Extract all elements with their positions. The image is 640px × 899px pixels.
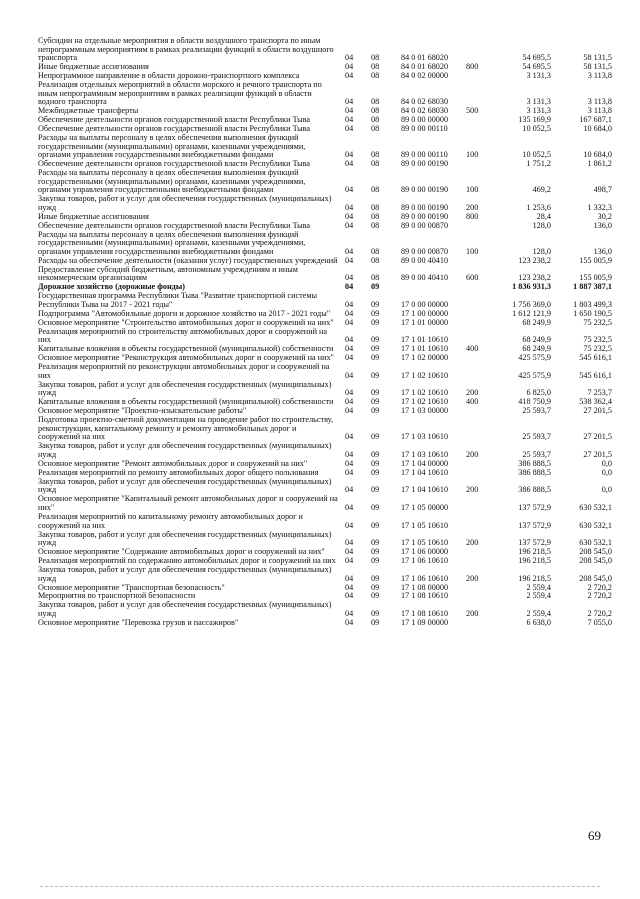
table-row [0,134,640,160]
row-subsection-code: 08 [371,53,380,63]
row-amount-year-1: 123 238,2 [518,273,551,283]
row-description: Дорожное хозяйство (дорожные фонды) [38,282,185,292]
row-target-article-code: 89 0 00 40410 [401,273,449,283]
row-description: Закупка товаров, работ и услуг для обеспечения государственных (муниципальных) нужд [38,600,332,618]
table-row [0,81,640,107]
row-amount-year-1: 137 572,9 [518,538,551,548]
row-amount-year-1: 1 612 121,9 [512,308,551,318]
row-target-article-code: 84 0 01 68020 [401,53,449,63]
row-subsection-code: 09 [371,308,380,318]
row-subsection-code: 09 [371,449,380,459]
table-row [0,566,640,583]
page-number: 69 [588,828,601,843]
row-amount-year-1: 137 572,9 [518,502,551,512]
row-target-article-code: 17 1 05 10610 [401,520,449,530]
row-amount-year-2: 58 131,5 [583,62,612,72]
row-description: Основное мероприятие "Транспортная безопасность" [38,582,225,592]
row-amount-year-2: 30,2 [597,211,612,221]
row-section-code: 04 [345,406,354,416]
row-amount-year-2: 208 545,0 [579,556,612,565]
row-amount-year-2: 10 684,0 [583,150,612,160]
table-row [0,266,640,283]
row-description: Обеспечение деятельности органов государственной власти Республики Тыва [38,115,311,125]
row-amount-year-2: 75 232,5 [583,344,612,354]
row-expense-type-code: 200 [466,202,479,212]
row-amount-year-1: 1 836 931,3 [512,282,551,292]
table-row [0,328,640,345]
row-section-code: 04 [345,220,354,230]
row-subsection-code: 09 [371,582,380,592]
row-description: Основное мероприятие "Строительство автомобильных дорог и сооружений на них" [38,317,334,327]
row-description: Расходы на обеспечение деятельности (оказания услуг) государственных учреждений [38,255,338,265]
row-subsection-code: 08 [371,159,380,169]
row-expense-type-code: 400 [466,397,479,407]
row-subsection-code: 09 [371,353,380,363]
row-amount-year-2: 1 803 499,3 [573,299,612,309]
row-target-article-code: 17 1 06 10610 [401,556,449,565]
row-section-code: 04 [345,353,354,363]
row-subsection-code: 09 [371,467,380,477]
row-description: Мероприятия по транспортной безопасности [38,591,196,601]
row-amount-year-1: 425 575,9 [518,353,551,363]
row-amount-year-1: 54 695,5 [522,62,551,72]
row-target-article-code: 17 1 08 00000 [401,582,449,592]
row-section-code: 04 [345,388,354,398]
row-description: Расходы на выплаты персоналу в целях обеспечения выполнения функций государственными (муниципальными) органами, казенными учреждениями, органами управления государственными внебюджетными фондами [38,229,306,256]
page-bottom-rule [40,886,600,887]
row-section-code: 04 [345,202,354,212]
row-description: Государственная программа Республики Тыва "Развитие транспортной системы Республики Тыва на 2017 - 2021 годы" [38,291,318,309]
row-subsection-code: 09 [371,547,380,557]
row-section-code: 04 [345,582,354,592]
row-target-article-code: 17 1 02 00000 [401,353,449,363]
row-amount-year-1: 469,2 [532,185,551,195]
row-section-code: 04 [345,185,354,195]
row-section-code: 04 [345,556,354,565]
row-subsection-code: 09 [371,282,380,292]
row-target-article-code: 17 1 03 10610 [401,432,449,442]
row-subsection-code: 08 [371,255,380,265]
row-amount-year-2: 155 005,9 [579,273,612,283]
row-target-article-code: 17 1 02 10610 [401,388,449,398]
row-description: Закупка товаров, работ и услуг для обеспечения государственных (муниципальных) нужд [38,379,332,398]
row-amount-year-1: 128,0 [532,220,551,230]
row-description: Закупка товаров, работ и услуг для обеспечения государственных (муниципальных) нужд [38,441,332,459]
row-amount-year-2: 3 113,8 [587,97,612,107]
row-subsection-code: 09 [371,485,380,495]
row-description: Расходы на выплаты персоналу в целях обеспечения выполнения функций государственными (муниципальными) органами, казенными учреждениями, органами управления государственными внебюджетными фондами [38,133,306,160]
row-expense-type-code: 200 [466,573,479,583]
row-amount-year-2: 27 201,5 [583,449,612,459]
row-amount-year-2: 1 650 190,5 [573,308,612,318]
row-target-article-code: 84 0 02 68030 [401,106,449,116]
row-section-code: 04 [345,335,354,345]
row-amount-year-1: 10 052,5 [522,124,551,134]
row-subsection-code: 09 [371,397,380,407]
row-amount-year-1: 128,0 [532,246,551,256]
row-target-article-code: 17 0 00 00000 [401,299,449,309]
row-description: Капитальные вложения в объекты государственной (муниципальной) собственности [38,397,334,407]
row-section-code: 04 [345,150,354,160]
row-amount-year-2: 630 532,1 [579,538,612,548]
row-target-article-code: 17 1 08 10610 [401,608,449,618]
table-row [0,495,640,512]
row-amount-year-2: 2 720,2 [587,582,612,592]
row-amount-year-1: 3 131,3 [526,106,551,116]
row-subsection-code: 08 [371,246,380,256]
row-description: Основное мероприятие "Перевозка грузов и пассажиров" [38,617,239,627]
row-amount-year-1: 54 695,5 [522,53,551,63]
row-amount-year-1: 25 593,7 [522,432,551,442]
row-section-code: 04 [345,159,354,169]
row-target-article-code: 17 1 04 10610 [401,485,449,495]
table-row [0,442,640,459]
row-description: Предоставление субсидий бюджетным, автономным учреждениям и иным некоммерческим организациям [38,264,298,283]
row-subsection-code: 09 [371,520,380,530]
row-amount-year-2: 7 055,0 [587,617,612,627]
row-amount-year-1: 68 249,9 [522,335,551,345]
row-description: Основное мероприятие "Проектно-изыскательские работы" [38,406,247,416]
row-subsection-code: 08 [371,273,380,283]
row-amount-year-2: 75 232,5 [583,317,612,327]
row-section-code: 04 [345,485,354,495]
row-amount-year-2: 2 720,2 [587,608,612,618]
row-amount-year-2: 2 720,2 [587,591,612,601]
row-amount-year-1: 196 218,5 [518,547,551,557]
row-target-article-code: 84 0 02 00000 [401,71,449,81]
row-section-code: 04 [345,282,354,292]
row-amount-year-2: 155 005,9 [579,255,612,265]
row-target-article-code: 89 0 00 00190 [401,185,449,195]
row-amount-year-1: 1 751,2 [526,159,551,169]
row-expense-type-code: 400 [466,344,479,354]
table-row [0,231,640,257]
table-row [0,478,640,495]
row-section-code: 04 [345,344,354,354]
row-expense-type-code: 100 [466,185,479,195]
row-section-code: 04 [345,502,354,512]
row-description: Реализация мероприятий по строительству автомобильных дорог и сооружений на них [38,326,328,345]
row-description: Реализация мероприятий по ремонту автомобильных дорог общего пользования [38,467,319,477]
row-amount-year-1: 123 238,2 [518,255,551,265]
row-amount-year-1: 6 825,0 [526,388,551,398]
row-amount-year-1: 68 249,9 [522,317,551,327]
row-description: Обеспечение деятельности органов государственной власти Республики Тыва [38,124,311,134]
row-expense-type-code: 200 [466,485,479,495]
row-description: Реализация мероприятий по содержанию автомобильных дорог и сооружений на них [38,556,336,565]
row-section-code: 04 [345,62,354,72]
row-amount-year-1: 386 888,5 [518,485,551,495]
row-section-code: 04 [345,397,354,407]
row-expense-type-code: 100 [466,246,479,256]
row-amount-year-2: 1 887 387,1 [573,282,612,292]
row-amount-year-2: 27 201,5 [583,432,612,442]
row-subsection-code: 09 [371,406,380,416]
row-amount-year-2: 10 684,0 [583,124,612,134]
row-amount-year-1: 3 131,3 [526,71,551,81]
row-description: Непрограммное направление в области дорожно-транспортного комплекса [38,71,300,81]
row-target-article-code: 17 1 03 10610 [401,449,449,459]
row-subsection-code: 08 [371,202,380,212]
row-expense-type-code: 800 [466,62,479,72]
row-expense-type-code: 200 [466,388,479,398]
row-target-article-code: 17 1 02 10610 [401,370,449,380]
table-row [0,195,640,212]
row-amount-year-1: 196 218,5 [518,556,551,565]
row-section-code: 04 [345,520,354,530]
row-subsection-code: 08 [371,124,380,134]
row-amount-year-1: 10 052,5 [522,150,551,160]
row-subsection-code: 09 [371,458,380,468]
row-target-article-code: 84 0 01 68020 [401,62,449,72]
row-subsection-code: 09 [371,573,380,583]
row-target-article-code: 89 0 00 00870 [401,220,449,230]
row-amount-year-1: 386 888,5 [518,458,551,468]
row-expense-type-code: 200 [466,608,479,618]
row-subsection-code: 08 [371,185,380,195]
table-row [0,416,640,442]
row-expense-type-code: 100 [466,150,479,160]
row-description: Субсидии на отдельные мероприятия в области воздушного транспорта по иным непрограммным мероприятиям в рамках реализации функций в области воздушного транспорта [38,36,334,63]
row-target-article-code: 17 1 05 10610 [401,538,449,548]
row-description: Реализация мероприятий по капитальному ремонту автомобильных дорог и сооружений на них [38,511,303,530]
row-amount-year-2: 545 616,1 [579,370,612,380]
row-expense-type-code: 200 [466,449,479,459]
row-amount-year-2: 498,7 [593,185,612,195]
row-description: Иные бюджетные ассигнования [38,211,149,221]
row-description: Основное мероприятие "Капитальный ремонт автомобильных дорог и сооружений на них" [38,494,338,512]
row-amount-year-2: 538 362,4 [579,397,612,407]
row-section-code: 04 [345,97,354,107]
row-amount-year-2: 630 532,1 [579,502,612,512]
row-section-code: 04 [345,432,354,442]
row-section-code: 04 [345,124,354,134]
row-section-code: 04 [345,458,354,468]
row-section-code: 04 [345,71,354,81]
row-amount-year-2: 545 616,1 [579,353,612,363]
row-amount-year-2: 630 532,1 [579,520,612,530]
row-amount-year-1: 68 249,9 [522,344,551,354]
row-section-code: 04 [345,273,354,283]
row-section-code: 04 [345,106,354,116]
row-amount-year-2: 58 131,5 [583,53,612,63]
row-amount-year-1: 418 750,9 [518,397,551,407]
row-section-code: 04 [345,317,354,327]
table-row [0,37,640,63]
row-amount-year-1: 6 638,0 [526,617,551,627]
row-amount-year-2: 0,0 [601,467,612,477]
row-description: Обеспечение деятельности органов государственной власти Республики Тыва [38,220,311,230]
table-row [0,619,640,628]
row-section-code: 04 [345,547,354,557]
row-amount-year-2: 75 232,5 [583,335,612,345]
row-section-code: 04 [345,538,354,548]
row-section-code: 04 [345,370,354,380]
row-description: Основное мероприятие "Ремонт автомобильных дорог и сооружений на них" [38,458,308,468]
row-subsection-code: 09 [371,617,380,627]
row-description: Закупка товаров, работ и услуг для обеспечения государственных (муниципальных) нужд [38,564,332,583]
row-description: Расходы на выплаты персоналу в целях обеспечения выполнения функций государственными (муниципальными) органами, казенными учреждениями, органами управления государственными внебюджетными фондами [38,168,306,195]
row-subsection-code: 09 [371,299,380,309]
row-amount-year-2: 136,0 [593,246,612,256]
row-expense-type-code: 500 [466,106,479,116]
row-target-article-code: 84 0 02 68030 [401,97,449,107]
row-section-code: 04 [345,467,354,477]
row-section-code: 04 [345,211,354,221]
table-row [0,292,640,309]
row-expense-type-code: 800 [466,211,479,221]
row-subsection-code: 08 [371,106,380,116]
row-section-code: 04 [345,449,354,459]
row-section-code: 04 [345,246,354,256]
row-amount-year-2: 136,0 [593,220,612,230]
row-amount-year-2: 1 332,3 [587,202,612,212]
row-amount-year-2: 0,0 [601,485,612,495]
row-target-article-code: 17 1 01 10610 [401,335,449,345]
row-expense-type-code: 600 [466,273,479,283]
row-section-code: 04 [345,308,354,318]
row-description: Закупка товаров, работ и услуг для обеспечения государственных (муниципальных) нужд [38,476,332,495]
row-target-article-code: 17 1 04 00000 [401,458,449,468]
table-row [0,513,640,530]
row-amount-year-1: 3 131,3 [526,97,551,107]
row-subsection-code: 08 [371,211,380,221]
row-amount-year-2: 208 545,0 [579,573,612,583]
row-subsection-code: 08 [371,150,380,160]
row-description: Межбюджетные трансферты [38,106,139,116]
row-amount-year-1: 28,4 [536,211,551,221]
row-target-article-code: 17 1 00 00000 [401,308,449,318]
row-subsection-code: 08 [371,220,380,230]
row-amount-year-2: 208 545,0 [579,547,612,557]
row-amount-year-1: 2 559,4 [526,582,551,592]
row-amount-year-2: 0,0 [601,458,612,468]
row-target-article-code: 89 0 00 00870 [401,246,449,256]
row-target-article-code: 89 0 00 00000 [401,115,449,125]
row-amount-year-2: 7 253,7 [587,388,612,398]
row-target-article-code: 17 1 06 10610 [401,573,449,583]
row-target-article-code: 89 0 00 00110 [401,124,448,134]
row-subsection-code: 09 [371,388,380,398]
row-amount-year-1: 2 559,4 [526,591,551,601]
row-amount-year-1: 196 218,5 [518,573,551,583]
row-subsection-code: 09 [371,556,380,565]
row-amount-year-1: 25 593,7 [522,449,551,459]
row-description: Закупка товаров, работ и услуг для обеспечения государственных (муниципальных) нужд [38,529,332,548]
row-description: Подпрограмма "Автомобильные дороги и дорожное хозяйство на 2017 - 2021 годы" [38,308,331,318]
row-subsection-code: 09 [371,432,380,442]
row-amount-year-1: 137 572,9 [518,520,551,530]
row-subsection-code: 09 [371,335,380,345]
row-subsection-code: 09 [371,591,380,601]
row-description: Основное мероприятие "Реконструкция автомобильных дорог и сооружений на них" [38,353,334,363]
row-description: Закупка товаров, работ и услуг для обеспечения государственных (муниципальных) нужд [38,194,332,212]
table-row [0,381,640,398]
row-subsection-code: 09 [371,317,380,327]
row-section-code: 04 [345,617,354,627]
row-description: Реализация мероприятий по реконструкции автомобильных дорог и сооружений на них [38,362,330,380]
row-subsection-code: 09 [371,608,380,618]
row-amount-year-1: 25 593,7 [522,406,551,416]
table-row [0,363,640,380]
row-target-article-code: 17 1 02 10610 [401,397,449,407]
row-target-article-code: 89 0 00 00190 [401,202,449,212]
row-target-article-code: 89 0 00 40410 [401,255,449,265]
row-subsection-code: 09 [371,370,380,380]
row-amount-year-1: 1 253,6 [526,202,551,212]
row-target-article-code: 89 0 00 00190 [401,211,449,221]
row-amount-year-2: 167 687,1 [579,115,612,125]
row-amount-year-1: 425 575,9 [518,370,551,380]
row-amount-year-1: 1 756 369,0 [512,299,551,309]
row-description: Капитальные вложения в объекты государственной (муниципальной) собственности [38,344,334,354]
row-description: Реализация отдельных мероприятий в области морского и речного транспорта по иным непрограммным мероприятиям в рамках реализации функций в области водного транспорта [38,80,322,107]
row-section-code: 04 [345,255,354,265]
table-row [0,601,640,618]
row-target-article-code: 17 1 08 10610 [401,591,449,601]
row-amount-year-1: 2 559,4 [526,608,551,618]
row-amount-year-2: 27 201,5 [583,406,612,416]
row-section-code: 04 [345,299,354,309]
row-description: Подготовка проектно-сметной документации на проведение работ по строительству, реконструкции, капитальному ремонту и ремонту автомобильных дорог и сооружений на них [38,415,334,442]
row-target-article-code: 17 1 04 10610 [401,467,449,477]
row-target-article-code: 89 0 00 00190 [401,159,449,169]
row-target-article-code: 17 1 01 10610 [401,344,449,354]
table-row [0,169,640,195]
row-section-code: 04 [345,591,354,601]
row-section-code: 04 [345,53,354,63]
row-target-article-code: 17 1 01 00000 [401,317,449,327]
row-amount-year-1: 386 888,5 [518,467,551,477]
row-section-code: 04 [345,608,354,618]
row-target-article-code: 17 1 03 00000 [401,406,449,416]
row-subsection-code: 08 [371,97,380,107]
row-subsection-code: 08 [371,71,380,81]
row-section-code: 04 [345,115,354,125]
row-target-article-code: 89 0 00 00110 [401,150,448,160]
row-subsection-code: 08 [371,62,380,72]
table-row [0,531,640,548]
row-expense-type-code: 200 [466,538,479,548]
row-description: Основное мероприятие "Содержание автомобильных дорог и сооружений на них" [38,547,325,557]
row-description: Иные бюджетные ассигнования [38,62,149,72]
row-amount-year-1: 135 169,9 [518,115,551,125]
row-section-code: 04 [345,573,354,583]
row-amount-year-2: 3 113,8 [587,71,612,81]
row-target-article-code: 17 1 05 00000 [401,502,449,512]
row-amount-year-2: 3 113,8 [587,106,612,116]
row-subsection-code: 09 [371,502,380,512]
row-amount-year-2: 1 861,2 [587,159,612,169]
row-subsection-code: 08 [371,115,380,125]
row-subsection-code: 09 [371,344,380,354]
row-description: Обеспечение деятельности органов государственной власти Республики Тыва [38,159,311,169]
row-target-article-code: 17 1 06 00000 [401,547,449,557]
row-subsection-code: 09 [371,538,380,548]
row-target-article-code: 17 1 09 00000 [401,617,449,627]
